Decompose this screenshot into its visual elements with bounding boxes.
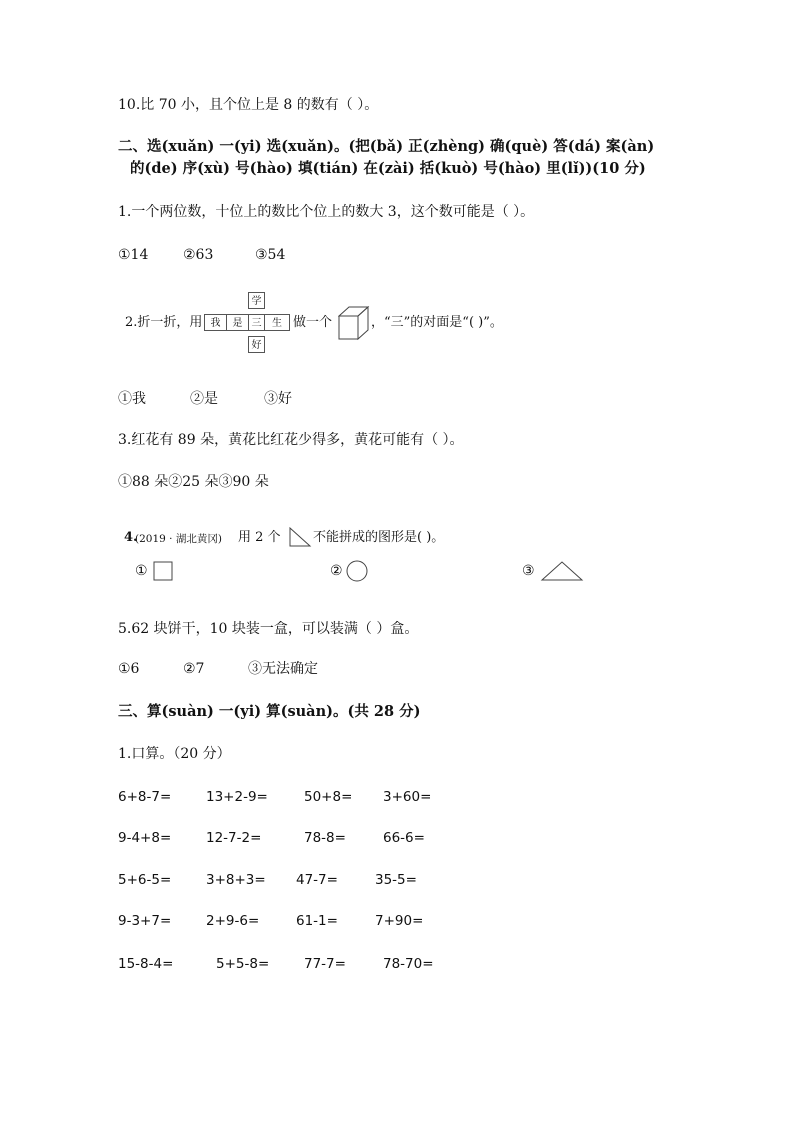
q2-option-1: ①我	[118, 391, 146, 407]
q4-option-1-label: ①	[135, 563, 148, 579]
q4-option-3-label: ③	[522, 563, 535, 579]
calc-item: 77-7=	[304, 956, 346, 972]
q2-option-3: ③好	[264, 391, 292, 407]
circle-shape-icon	[345, 559, 369, 583]
triangle-shape-icon	[540, 560, 584, 582]
question-1: 1.一个两位数，十位上的数比个位上的数大 3，这个数可能是（ ）。	[118, 204, 535, 220]
net-cell-bottom: 好	[248, 336, 265, 353]
calc-item: 2+9-6=	[206, 913, 260, 929]
right-triangle-icon	[288, 526, 312, 548]
q1-option-1: ①14	[118, 247, 149, 263]
calc-item: 35-5=	[375, 872, 417, 888]
square-shape-icon	[152, 560, 176, 582]
net-cell-top: 学	[248, 292, 265, 309]
calc-item: 9-4+8=	[118, 830, 172, 846]
q1-option-2: ②63	[183, 247, 214, 263]
section-2-heading-line1: 二、选(xuǎn) 一(yi) 选(xuǎn)。(把(bǎ) 正(zhèng) 确(què) 答(dá) 案(àn)	[118, 138, 655, 155]
q5-option-1: ①6	[118, 661, 140, 677]
question-4-number: 4.	[124, 530, 138, 545]
net-cell-2: 是	[226, 314, 249, 331]
question-2-pre: 2.折一折，用	[125, 315, 203, 330]
net-cell-4: 生	[264, 314, 290, 331]
calc-item: 5+5-8=	[216, 956, 270, 972]
calc-item: 3+60=	[383, 789, 432, 805]
calc-item: 78-70=	[383, 956, 434, 972]
cube-net-figure	[204, 292, 290, 354]
q2-option-2: ②是	[190, 391, 218, 407]
question-2-post: ，“三”的对面是“( )”。	[371, 315, 503, 330]
q5-option-3: ③无法确定	[248, 661, 318, 677]
q4-option-2-label: ②	[330, 563, 343, 579]
net-cell-1: 我	[204, 314, 227, 331]
question-10: 10.比 70 小，且个位上是 8 的数有（ ）。	[118, 97, 379, 113]
cube-icon	[338, 305, 370, 341]
calc-item: 13+2-9=	[206, 789, 268, 805]
q3-options: ①88 朵②25 朵③90 朵	[118, 474, 269, 490]
question-2-mid: 做一个	[293, 315, 333, 330]
calc-item: 50+8=	[304, 789, 353, 805]
calc-item: 15-8-4=	[118, 956, 174, 972]
section-2-heading-line2: 的(de) 序(xù) 号(hào) 填(tián) 在(zài) 括(kuò) 号(hào) 里(lǐ))(10 分)	[130, 160, 646, 177]
question-5: 5.62 块饼干，10 块装一盒，可以装满（ ）盒。	[118, 621, 419, 637]
calc-item: 9-3+7=	[118, 913, 172, 929]
oral-calc-title: 1.口算。（20 分）	[118, 746, 231, 762]
calc-item: 3+8+3=	[206, 872, 266, 888]
calc-item: 47-7=	[296, 872, 338, 888]
calc-item: 66-6=	[383, 830, 425, 846]
calc-item: 12-7-2=	[206, 830, 262, 846]
calc-item: 6+8-7=	[118, 789, 172, 805]
calc-item: 78-8=	[304, 830, 346, 846]
question-4-post: 不能拼成的图形是( )。	[313, 530, 445, 545]
section-3-heading: 三、算(suàn) 一(yi) 算(suàn)。(共 28 分)	[118, 703, 421, 720]
question-4-mid: 用 2 个	[238, 530, 281, 545]
q5-option-2: ②7	[183, 661, 205, 677]
calc-item: 7+90=	[375, 913, 424, 929]
q1-option-3: ③54	[255, 247, 286, 263]
question-3: 3.红花有 89 朵，黄花比红花少得多，黄花可能有（ ）。	[118, 432, 464, 448]
question-4-source: (2019 · 湖北黄冈)	[135, 533, 222, 545]
net-cell-3: 三	[248, 314, 265, 331]
calc-item: 5+6-5=	[118, 872, 172, 888]
calc-item: 61-1=	[296, 913, 338, 929]
